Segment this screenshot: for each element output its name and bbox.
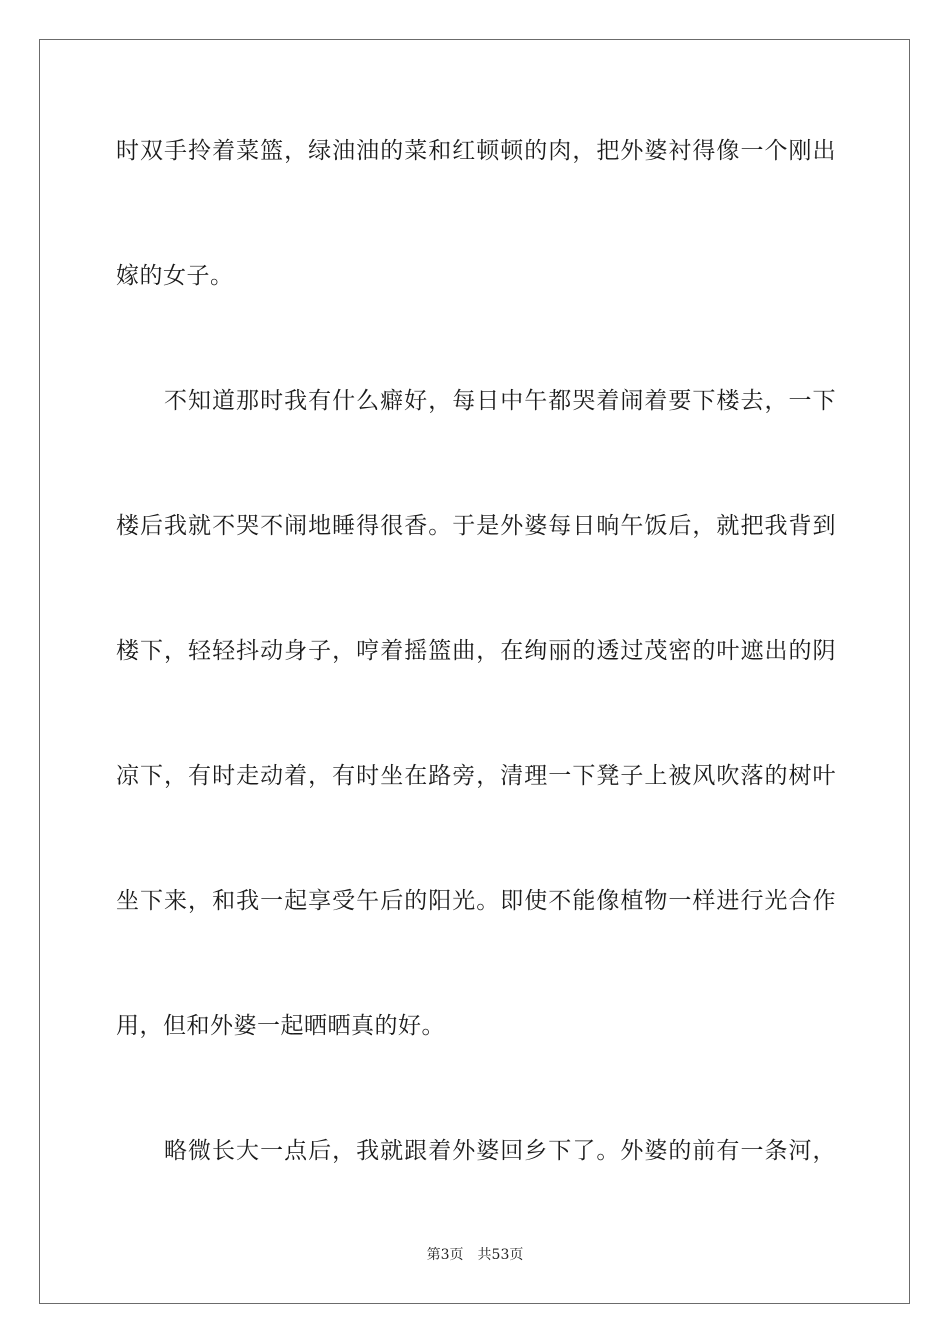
paragraph-first-line: 略微长大一点后，我就跟着外婆回乡下了。外婆的前有一条河， [164,1138,836,1164]
text-line: 楼下，轻轻抖动身子，哼着摇篮曲，在绚丽的透过茂密的叶遮出的阴 [116,638,836,664]
paragraph-first-line: 不知道那时我有什么癖好，每日中午都哭着闹着要下楼去，一下 [164,388,836,414]
page-total: 共53页 [477,1247,524,1263]
page-footer [0,1246,950,1264]
page-number: 第3页 [426,1247,464,1263]
text-line: 时双手拎着菜篮，绿油油的菜和红顿顿的肉，把外婆衬得像一个刚出 [116,138,836,164]
page-border [39,39,910,1304]
text-line: 坐下来，和我一起享受午后的阳光。即使不能像植物一样进行光合作 [116,888,836,914]
text-line: 凉下，有时走动着，有时坐在路旁，清理一下凳子上被风吹落的树叶 [116,763,836,789]
text-line: 嫁的女子。 [116,263,234,289]
text-line: 楼后我就不哭不闹地睡得很香。于是外婆每日晌午饭后，就把我背到 [116,513,836,539]
text-line: 用，但和外婆一起晒晒真的好。 [116,1013,445,1039]
